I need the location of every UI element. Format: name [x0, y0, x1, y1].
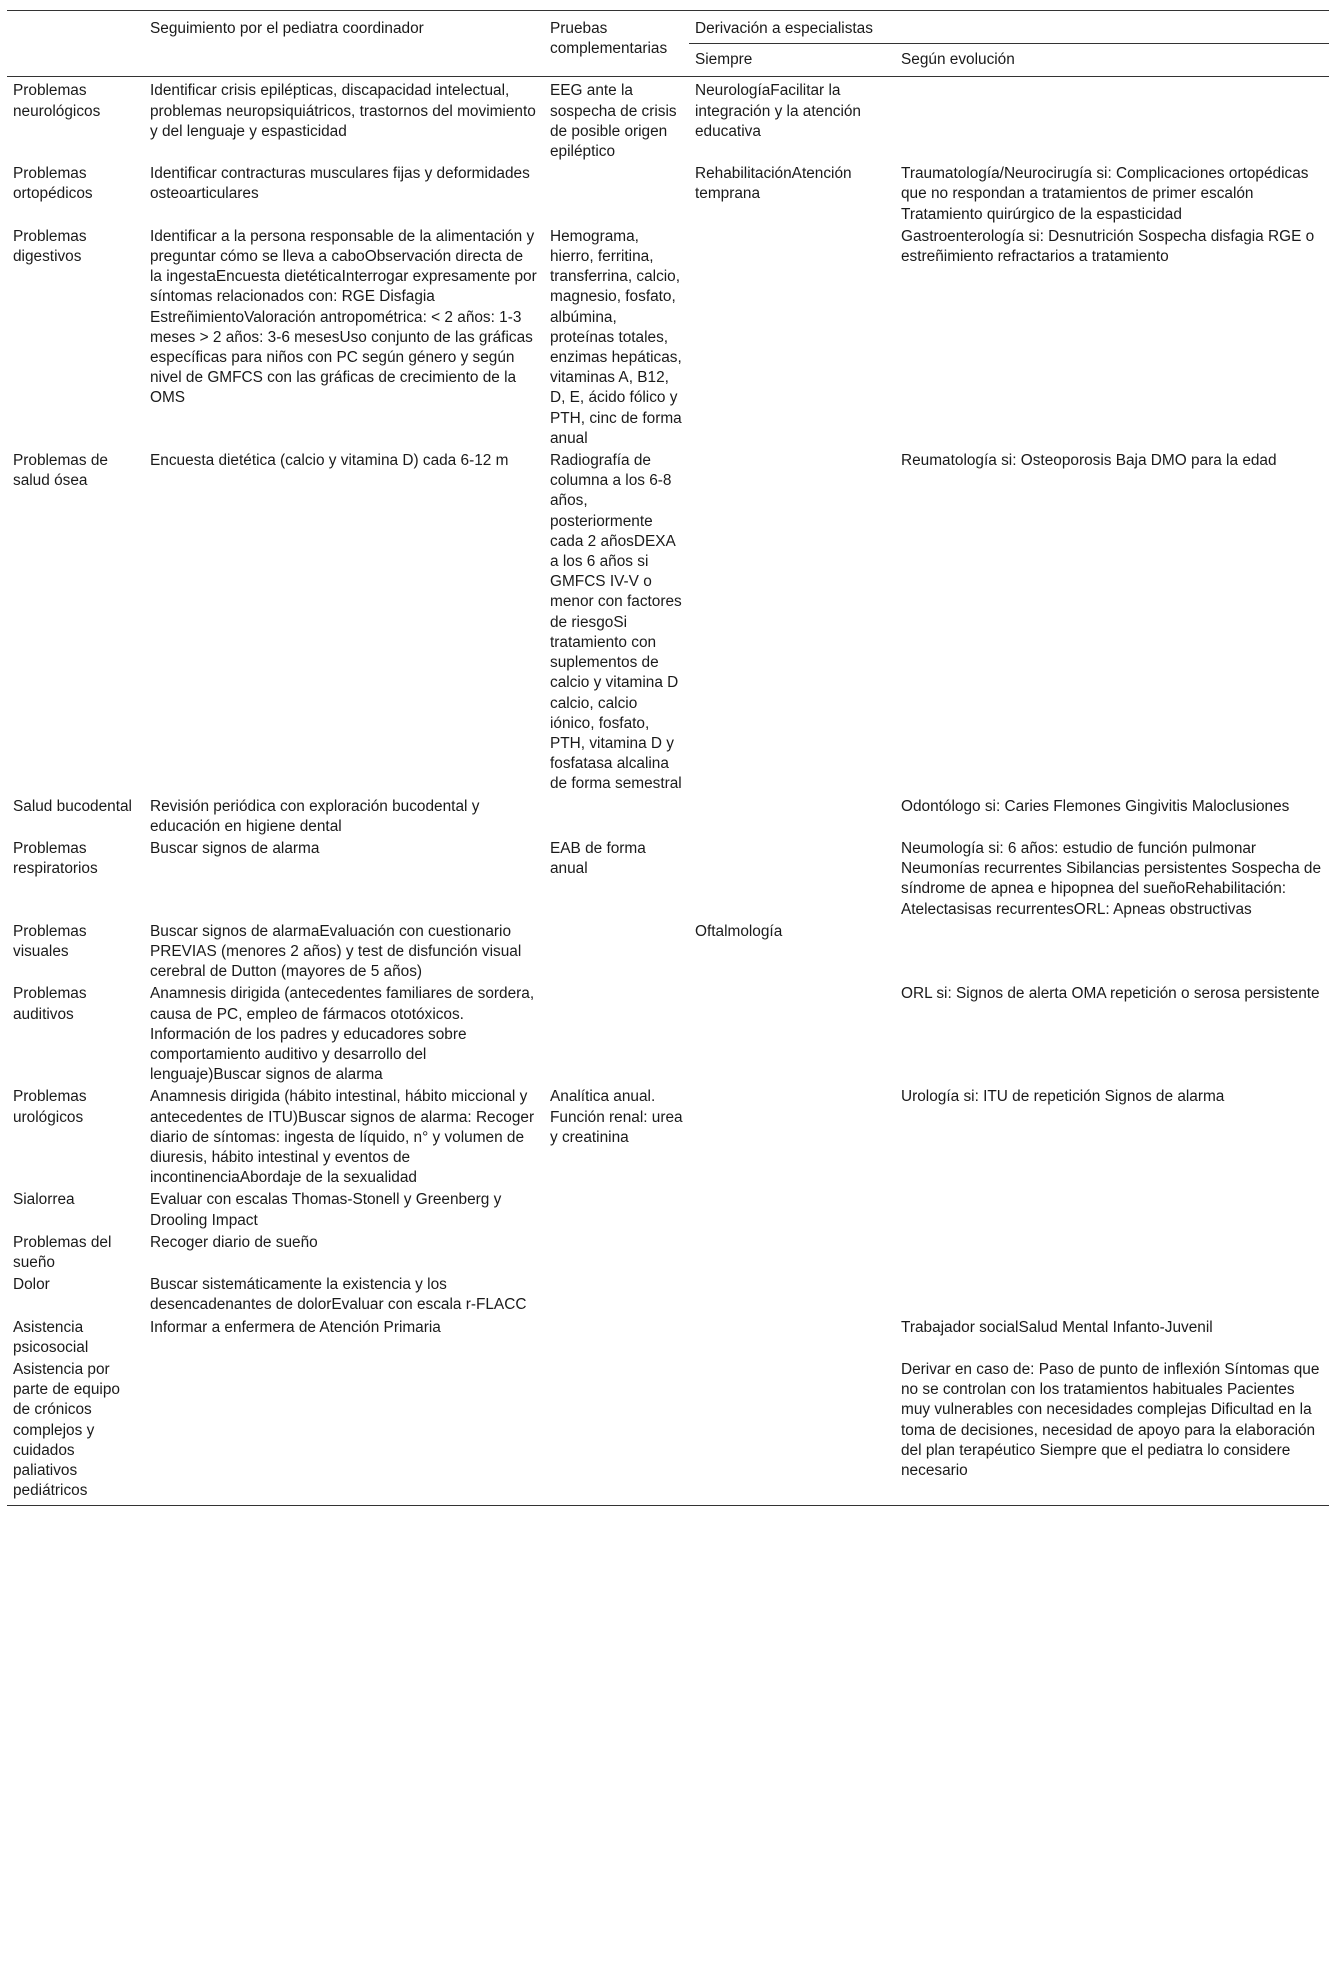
cell-pruebas: [544, 1188, 689, 1230]
cell-seguimiento: Evaluar con escalas Thomas-Stonell y Greenberg y Drooling Impact: [150, 1191, 502, 1229]
cell-siempre: [689, 225, 895, 449]
cell-seguimiento: Revisión periódica con exploración bucodental y educación en higiene dental: [150, 797, 480, 835]
table-row: [7, 1316, 1329, 1358]
cell-seguimiento: Anamnesis dirigida (antecedentes familiares de sordera, causa de PC, empleo de fármacos ototóxicos. Información de los padres y educadores sobre comportamiento auditivo y desarrollo del lenguaje)Buscar signos de alarma: [150, 985, 535, 1084]
cell-siempre: [689, 795, 895, 837]
header-problem-col: [7, 11, 144, 77]
cell-segun-evolucion: Derivar en caso de: Paso de punto de inflexión Síntomas que no se controlan con los tratamientos habituales Pacientes muy vulnerables con necesidades complejas Dificultad en la toma de decisiones, necesidad de apoyo para la elaboración del plan terapéutico Siempre que el pediatra lo considere necesario: [895, 1358, 1329, 1506]
cell-problema: Sialorrea: [13, 1191, 75, 1209]
table-row: [7, 77, 1329, 162]
cell-segun-evolucion: Urología si: ITU de repetición Signos de alarma: [901, 1088, 1225, 1106]
table-row: [7, 982, 1329, 1085]
cell-pruebas: [544, 1231, 689, 1273]
cell-siempre: [689, 1085, 895, 1188]
cell-pruebas: [544, 1316, 689, 1358]
table-row: [7, 1188, 1329, 1230]
cell-pruebas: [544, 162, 689, 225]
table-body: [7, 77, 1329, 1506]
cell-pruebas: [544, 982, 689, 1085]
cell-segun-evolucion: [895, 1188, 1329, 1230]
cell-problema: Problemas digestivos: [13, 227, 87, 266]
cell-pruebas: [544, 920, 689, 983]
cell-pruebas: Analítica anual. Función renal: urea y creatinina: [550, 1088, 683, 1146]
cell-seguimiento: Buscar signos de alarma: [150, 839, 320, 857]
table-row: [7, 1085, 1329, 1188]
cell-segun-evolucion: Reumatología si: Osteoporosis Baja DMO para la edad: [901, 452, 1277, 470]
follow-up-table: [7, 10, 1329, 1506]
cell-siempre: [689, 837, 895, 920]
header-seguimiento: Seguimiento por el pediatra coordinador: [144, 11, 544, 77]
cell-siempre: [689, 1231, 895, 1273]
cell-problema: Problemas visuales: [13, 922, 87, 960]
cell-seguimiento: Identificar contracturas musculares fijas y deformidades osteoarticulares: [150, 165, 530, 203]
cell-problema: Salud bucodental: [13, 797, 132, 815]
table-row: [7, 225, 1329, 449]
cell-segun-evolucion: Traumatología/Neurocirugía si: Complicaciones ortopédicas que no respondan a tratamientos de primer escalón Tratamiento quirúrgico de la espasticidad: [901, 165, 1309, 223]
cell-siempre: [689, 1358, 895, 1506]
cell-siempre: [689, 1316, 895, 1358]
table-row: [7, 1273, 1329, 1315]
cell-problema: Problemas neurológicos: [13, 82, 101, 120]
cell-seguimiento: Recoger diario de sueño: [150, 1233, 318, 1251]
cell-siempre: [689, 982, 895, 1085]
table-row: [7, 1358, 1329, 1506]
cell-problema: Problemas urológicos: [13, 1088, 87, 1126]
cell-siempre: [689, 449, 895, 794]
cell-segun-evolucion: [895, 77, 1329, 162]
cell-segun-evolucion: [895, 1231, 1329, 1273]
cell-pruebas: Radiografía de columna a los 6-8 años, posteriormente cada 2 añosDEXA a los 6 años si GMFCS IV-V o menor con factores de riesgoSi tratamiento con suplementos de calcio y vitamina D calcio, calcio iónico, fosfato, PTH, vitamina D y fosfatasa alcalina de forma semestral: [550, 452, 682, 793]
cell-pruebas: [544, 795, 689, 837]
cell-siempre: RehabilitaciónAtención temprana: [695, 165, 852, 203]
cell-siempre: [689, 1273, 895, 1315]
table-header: [7, 11, 1329, 77]
cell-problema: Asistencia por parte de equipo de crónicos complejos y cuidados paliativos pediátricos: [7, 1358, 144, 1506]
cell-seguimiento: Buscar sistemáticamente la existencia y los desencadenantes de dolorEvaluar con escala r-FLACC: [150, 1276, 527, 1314]
cell-segun-evolucion: Gastroenterología si: Desnutrición Sospecha disfagia RGE o estreñimiento refractarios a tratamiento: [901, 227, 1315, 266]
cell-problema: Problemas del sueño: [13, 1233, 112, 1271]
cell-pruebas: [544, 1358, 689, 1506]
table-row: [7, 162, 1329, 225]
header-segun-evolucion: Según evolución: [895, 44, 1329, 77]
header-siempre: Siempre: [689, 44, 895, 77]
cell-pruebas: Hemograma, hierro, ferritina, transferrina, calcio, magnesio, fosfato, albúmina, proteínas totales, enzimas hepáticas, vitaminas A, B12, D, E, ácido fólico y PTH, cinc de forma anual: [550, 227, 682, 447]
table-row: [7, 920, 1329, 983]
cell-pruebas: [544, 1273, 689, 1315]
cell-segun-evolucion: ORL si: Signos de alerta OMA repetición o serosa persistente: [901, 985, 1320, 1003]
header-pruebas: Pruebas complementarias: [544, 11, 689, 77]
header-row-1: [7, 11, 1329, 44]
cell-problema: Problemas respiratorios: [13, 839, 98, 878]
cell-segun-evolucion: Neumología si: 6 años: estudio de función pulmonar Neumonías recurrentes Sibilancias persistentes Sospecha de síndrome de apnea e hipopnea del sueñoRehabilitación: Atelectasisas recurrentesORL: Apneas obstructivas: [901, 839, 1322, 918]
cell-siempre: [689, 1188, 895, 1230]
cell-seguimiento: Encuesta dietética (calcio y vitamina D) cada 6-12 m: [150, 452, 509, 470]
cell-seguimiento: Identificar a la persona responsable de la alimentación y preguntar cómo se lleva a caboObservación directa de la ingestaEncuesta dietéticaInterrogar expresamente por síntomas relacionados con: RGE Disfagia EstreñimientoValoración antropométrica: < 2 años: 1-3 meses > 2 años: 3-6 mesesUso conjunto de las gráficas específicas para niños con PC según género y según nivel de GMFCS con las gráficas de crecimiento de la OMS: [150, 227, 537, 407]
cell-segun-evolucion: Trabajador socialSalud Mental Infanto-Juvenil: [901, 1318, 1213, 1336]
cell-siempre: NeurologíaFacilitar la integración y la atención educativa: [695, 82, 861, 140]
cell-seguimiento: Buscar signos de alarmaEvaluación con cuestionario PREVIAS (menores 2 años) y test de disfunción visual cerebral de Dutton (mayores de 5 años): [150, 922, 522, 981]
table-row: [7, 795, 1329, 837]
cell-problema: Problemas auditivos: [13, 985, 87, 1023]
cell-seguimiento: Informar a enfermera de Atención Primaria: [150, 1318, 441, 1336]
table-row: [7, 837, 1329, 920]
cell-segun-evolucion: Odontólogo si: Caries Flemones Gingivitis Maloclusiones: [901, 797, 1290, 815]
cell-segun-evolucion: [895, 1273, 1329, 1315]
cell-seguimiento: Anamnesis dirigida (hábito intestinal, hábito miccional y antecedentes de ITU)Buscar signos de alarma: Recoger diario de síntomas: ingesta de líquido, n° y volumen de diuresis, hábito intestinal y eventos de incontinenciaAbordaje de la sexualidad: [150, 1088, 535, 1187]
cell-siempre: Oftalmología: [695, 922, 783, 940]
cell-pruebas: EAB de forma anual: [550, 839, 646, 878]
cell-problema: Dolor: [13, 1276, 50, 1294]
table-row: [7, 1231, 1329, 1273]
cell-problema: Problemas de salud ósea: [13, 452, 108, 490]
cell-problema: Asistencia psicosocial: [13, 1318, 89, 1356]
cell-pruebas: EEG ante la sospecha de crisis de posible origen epiléptico: [550, 82, 677, 161]
cell-seguimiento: Identificar crisis epilépticas, discapacidad intelectual, problemas neuropsiquiátricos, trastornos del movimiento y del lenguaje y espasticidad: [150, 82, 536, 140]
cell-seguimiento: [144, 1358, 544, 1506]
cell-problema: Problemas ortopédicos: [13, 165, 93, 203]
header-derivacion: Derivación a especialistas: [689, 11, 1329, 44]
table-row: [7, 449, 1329, 794]
cell-segun-evolucion: [895, 920, 1329, 983]
